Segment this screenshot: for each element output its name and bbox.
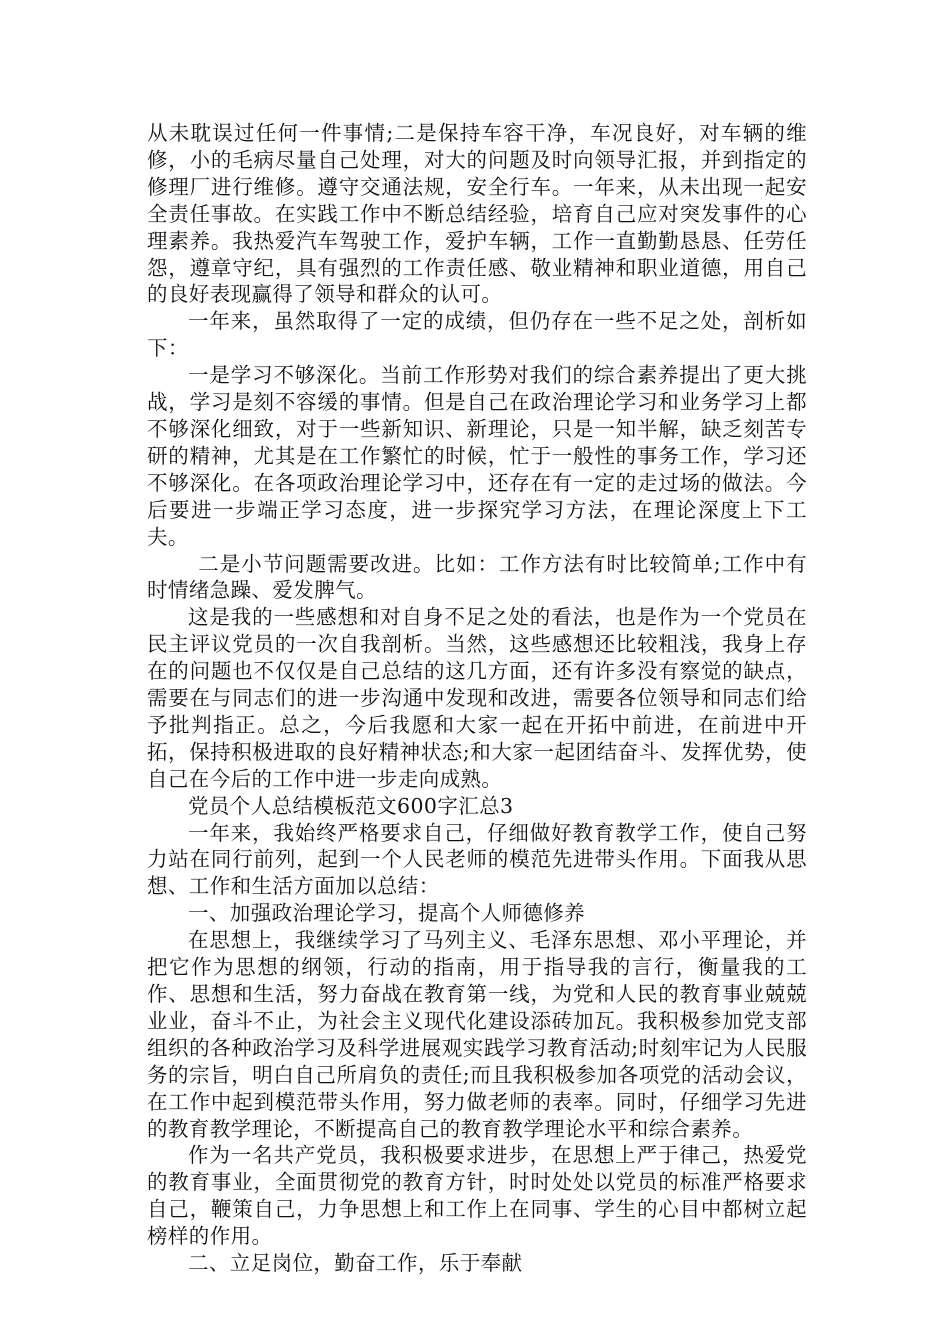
paragraph-study-not-deep: 一是学习不够深化。当前工作形势对我们的综合素养提出了更大挑战，学习是刻不容缓的事情。但是自己在政治理论学习和业务学习上都不够深化细致，对于一些新知识、新理论，只是一知半解，缺乏刻苦专研的精神，尤其是在工作繁忙的时候，忙于一般性的事务工作，学习还不够深化。在各项政治理论学习中，还存在有一定的走过场的做法。今后要进一步端正学习态度，进一步探究学习方法，在理论深度上下工夫。 [147, 363, 807, 549]
paragraph-shortcomings-intro: 一年来，虽然取得了一定的成绩，但仍存在一些不足之处，剖析如下： [147, 309, 807, 361]
paragraph-teacher-intro: 一年来，我始终严格要求自己，仔细做好教育教学工作，使自己努力站在同行前列，起到一个人民老师的模范先进带头作用。下面我从思想、工作和生活方面加以总结： [147, 820, 807, 899]
subheading-diligent-work: 二、立足岗位，勤奋工作，乐于奉献 [188, 1251, 523, 1276]
paragraph-details-to-improve: 二是小节问题需要改进。比如：工作方法有时比较简单;工作中有时情绪急躁、爱发脾气。 [147, 551, 807, 603]
section-heading-summary-3: 党员个人总结模板范文600字汇总3 [188, 793, 514, 818]
paragraph-self-analysis: 这是我的一些感想和对自身不足之处的看法，也是作为一个党员在民主评议党员的一次自我剖析。当然，这些感想还比较粗浅，我身上存在的问题也不仅仅是自己总结的这几方面，还有许多没有察觉的缺点，需要在与同志们的进一步沟通中发现和改进，需要各位领导和同志们给予批判指正。总之，今后我愿和大家一起在开拓中前进，在前进中开拓，保持积极进取的良好精神状态;和大家一起团结奋斗、发挥优势，使自己在今后的工作中进一步走向成熟。 [147, 605, 807, 791]
paragraph-ideology: 在思想上，我继续学习了马列主义、毛泽东思想、邓小平理论，并把它作为思想的纲领，行动的指南，用于指导我的言行，衡量我的工作、思想和生活，努力奋战在教育第一线，为党和人民的教育事业兢兢业业，奋斗不止，为社会主义现代化建设添砖加瓦。我积极参加党支部组织的各种政治学习及科学进展观实践学习教育活动;时刻牢记为人民服务的宗旨，明白自己所肩负的责任;而且我积极参加各项党的活动会议，在工作中起到模范带头作用，努力做老师的表率。同时，仔细学习先进的教育教学理论，不断提高自己的教育教学理论水平和综合素养。 [147, 928, 807, 1141]
paragraph-party-member: 作为一名共产党员，我积极要求进步，在思想上严于律己，热爱党的教育事业，全面贯彻党的教育方针，时时处处以党员的标准严格要求自己，鞭策自己，力争思想上和工作上在同事、学生的心目中都树立起榜样的作用。 [147, 1143, 807, 1249]
paragraph-driving-duties: 从未耽误过任何一件事情;二是保持车容干净，车况良好，对车辆的维修，小的毛病尽量自己处理，对大的问题及时向领导汇报，并到指定的修理厂进行维修。遵守交通法规，安全行车。一年来，从未出现一起安全责任事故。在实践工作中不断总结经验，培育自己应对突发事件的心理素养。我热爱汽车驾驶工作，爱护车辆，工作一直勤勤恳恳、任劳任怨，遵章守纪，具有强烈的工作责任感、敬业精神和职业道德，用自己的良好表现赢得了领导和群众的认可。 [147, 121, 807, 307]
subheading-political-study: 一、加强政治理论学习，提高个人师德修养 [188, 901, 586, 926]
document-body [147, 120, 807, 1277]
